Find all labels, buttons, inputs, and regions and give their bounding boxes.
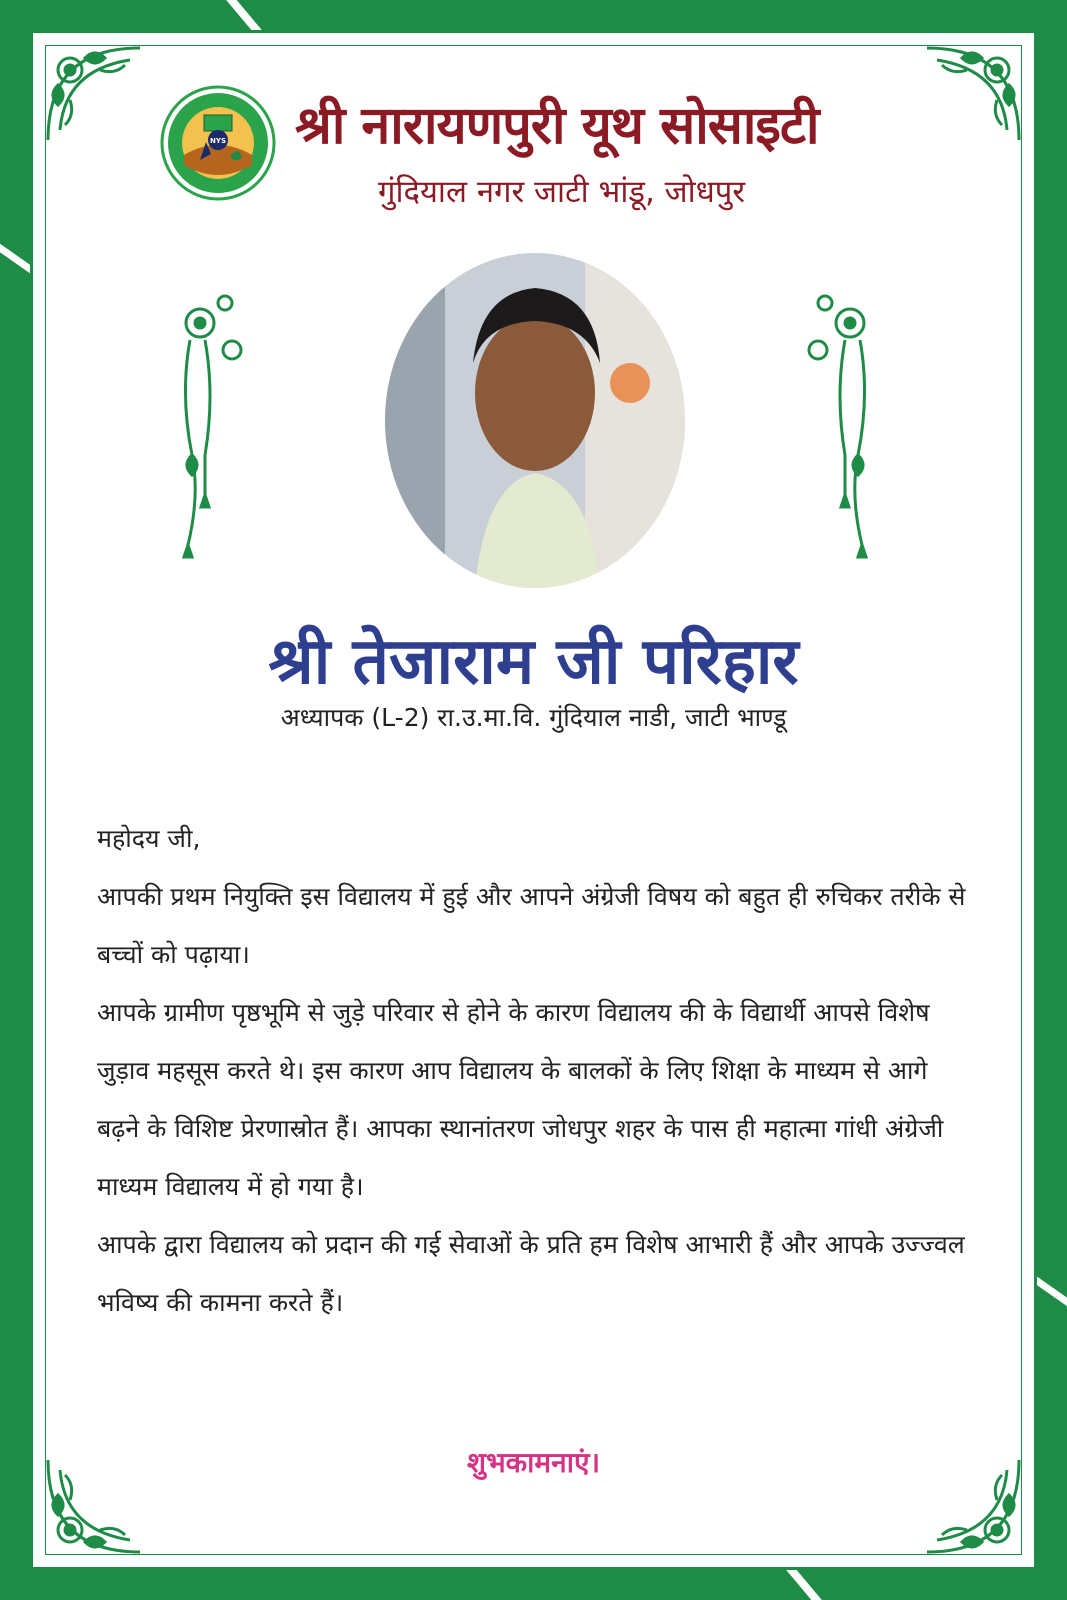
honoree-name: श्री तेजाराम जी परिहार [268, 624, 799, 699]
letter-body [97, 810, 972, 1332]
letter-paragraph: आपके ग्रामीण पृष्ठभूमि से जुड़े परिवार से होने के कारण विद्यालय की के विद्यार्थी आपसे विशेष जुड़ाव महसूस करते थे। इस कारण आप विद्यालय के बालकों के लिए शिक्षा के माध्यम से आगे बढ़ने के विशिष्ट प्रेरणास्रोत हैं। आपका स्थानांतरण जोधपुर शहर के पास ही महात्मा गांधी अंग्रेजी माध्यम विद्यालय में हो गया है। [97, 998, 944, 1201]
logo-badge: NYS [210, 137, 226, 145]
portrait-photo [385, 253, 685, 588]
corner-flourish-icon [917, 40, 1027, 150]
organization-name: श्री नारायणपुरी यूथ सोसाइटी [295, 95, 819, 156]
society-logo [160, 85, 276, 201]
floral-vine-icon [170, 285, 250, 585]
corner-flourish-icon [40, 40, 150, 150]
organization-location: गुंदियाल नगर जाटी भांडू, जोधपुर [378, 174, 746, 210]
letter-paragraph: आपके द्वारा विद्यालय को प्रदान की गई सेवाओं के प्रति हम विशेष आभारी हैं और आपके उज्ज्वल भविष्य की कामना करते हैं। [97, 1230, 965, 1317]
letter-salutation: महोदय जी, [97, 824, 201, 853]
floral-vine-icon [800, 285, 880, 585]
closing-wishes: शुभकामनाएं। [466, 1446, 601, 1479]
letter-paragraph: आपकी प्रथम नियुक्ति इस विद्यालय में हुई और आपने अंग्रेजी विषय को बहुत ही रुचिकर तरीके से बच्चों को पढ़ाया। [97, 882, 966, 969]
honoree-designation: अध्यापक (L-2) रा.उ.मा.वि. गुंदियाल नाडी, जाटी भाण्डू [280, 703, 787, 732]
frame-stripe [1033, 1276, 1067, 1310]
